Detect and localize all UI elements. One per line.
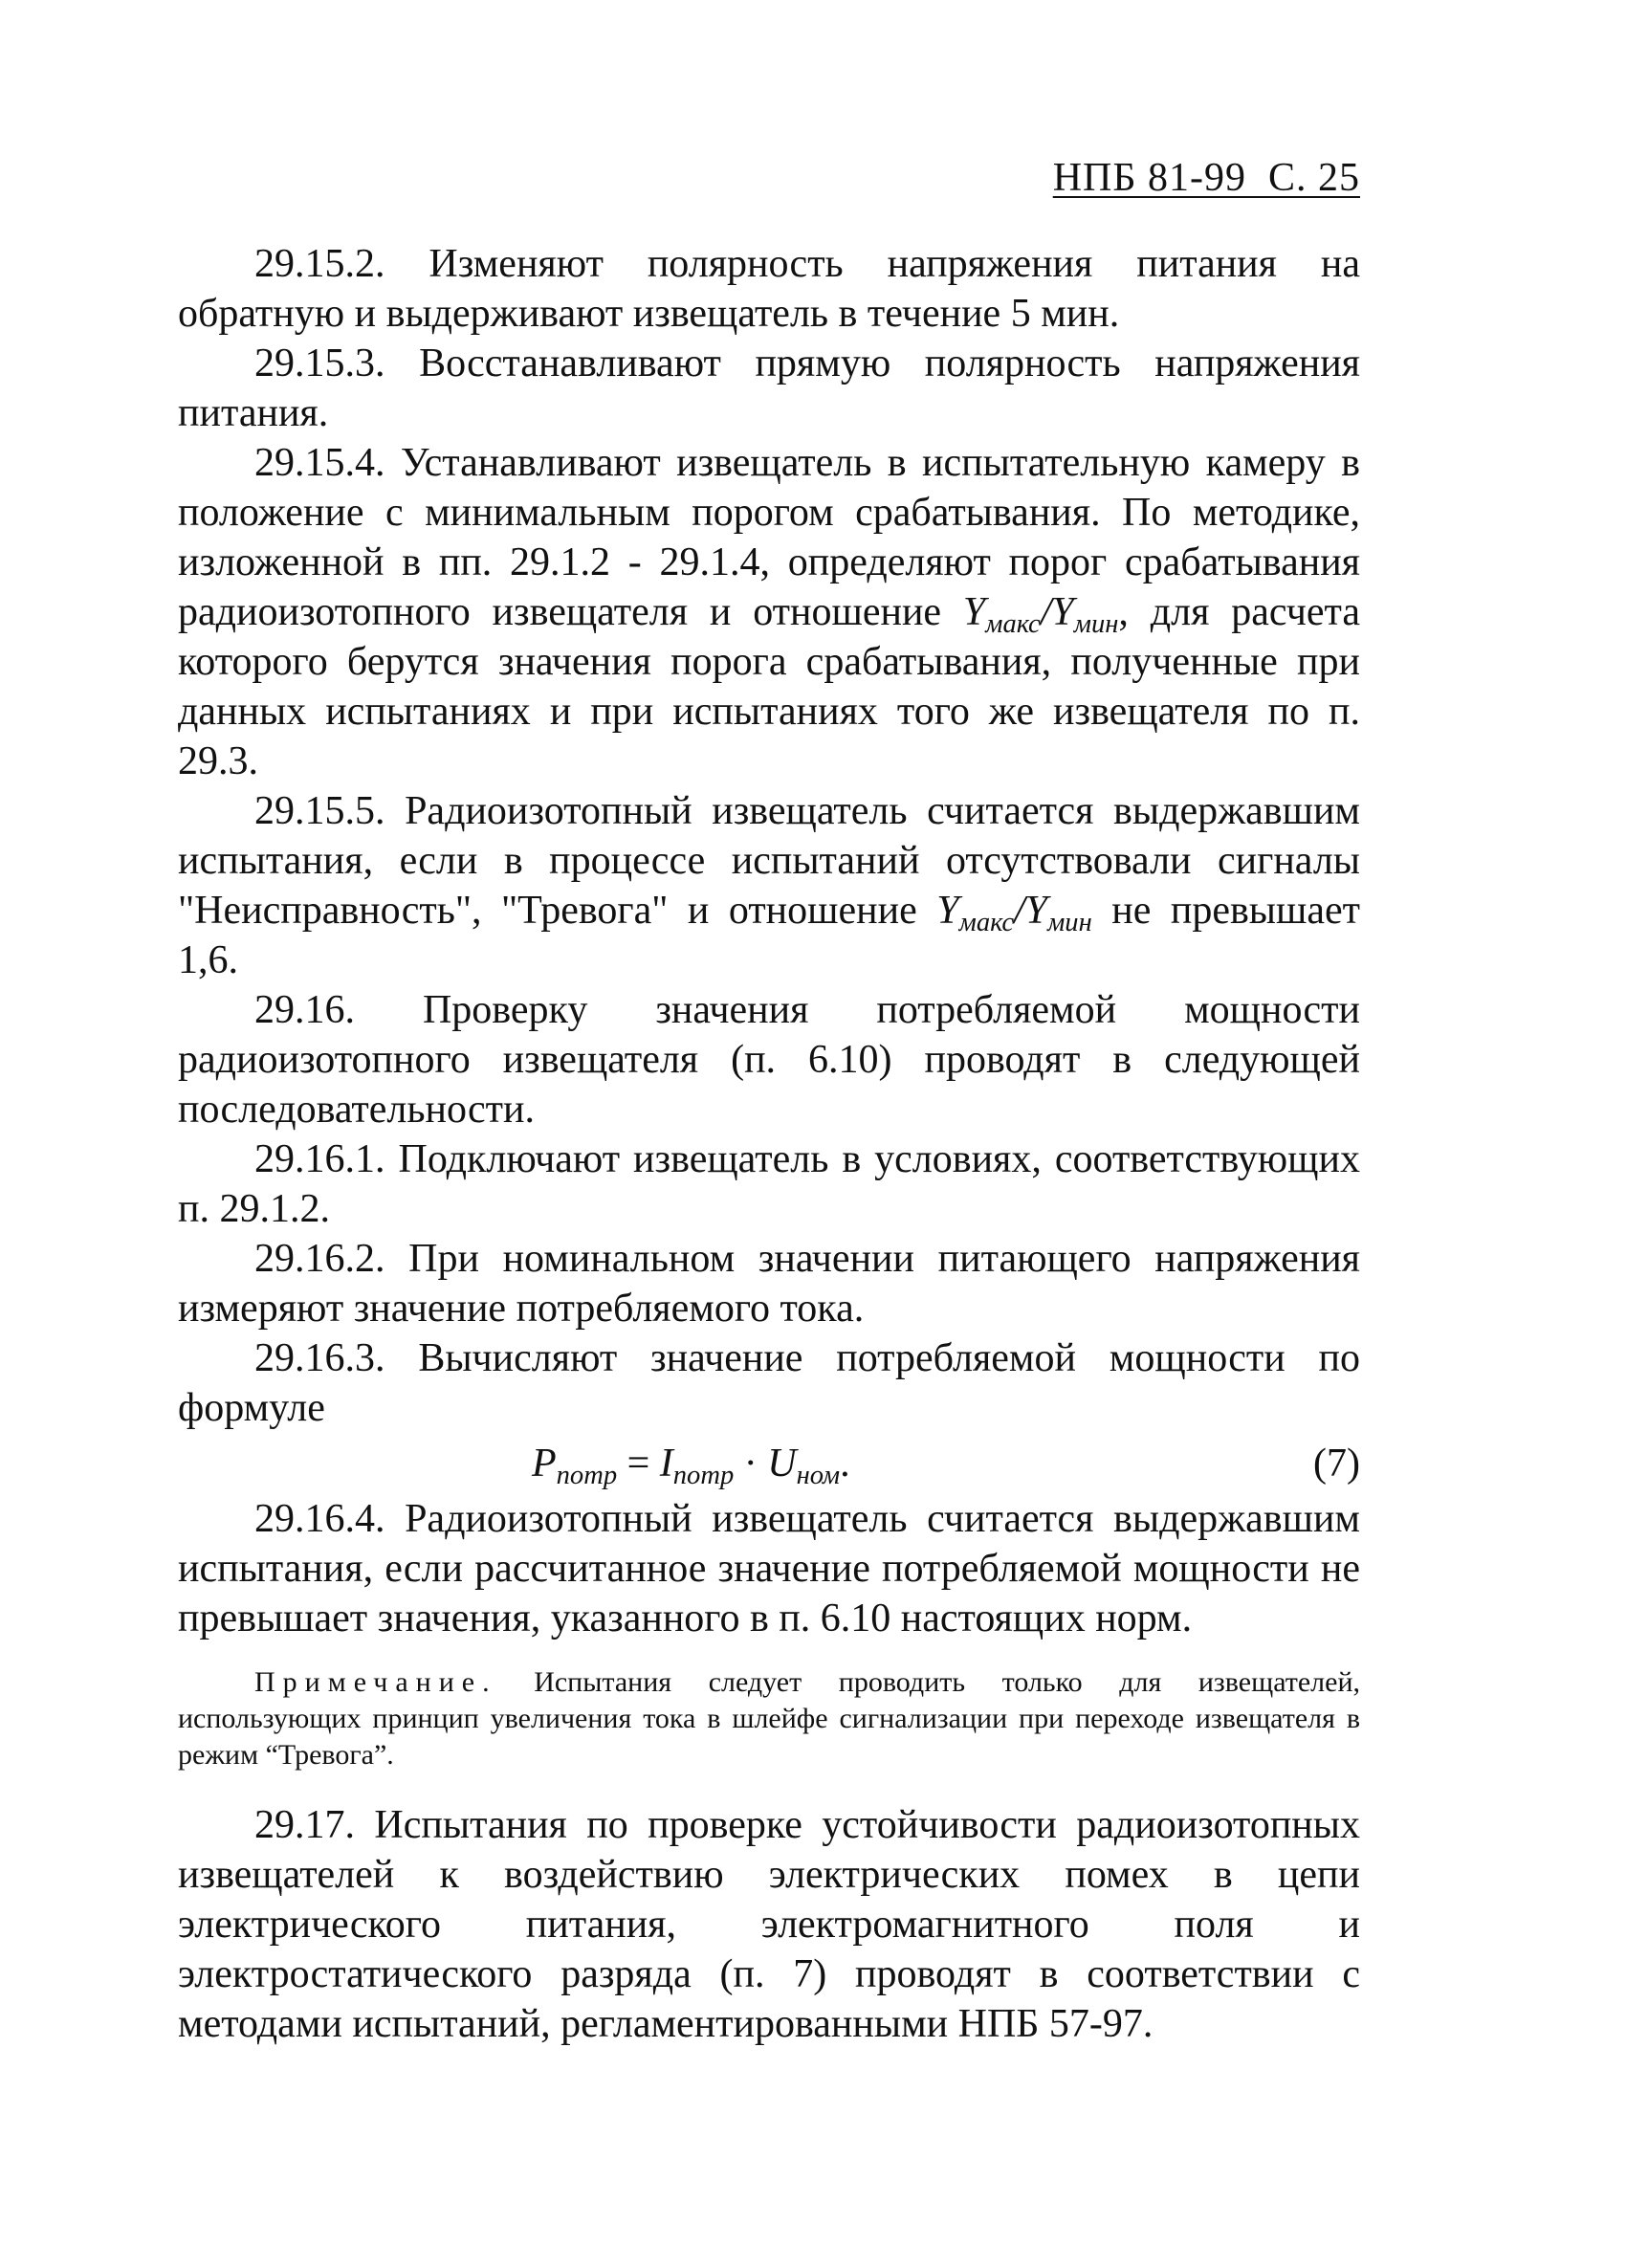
paragraph-text: 29.15.4. Устанавливают извещатель в испытательную камеру в положение с минимальным порогом срабатывания. По методике, изложенной в пп. 29.1.2 - 29.1.4, определяют порог срабатывания радиоизотопного извещателя и отношение <box>178 441 1360 634</box>
paragraph-29-16: 29.16. Проверку значения потребляемой мощности радиоизотопного извещателя (п. 6.10) проводят в следующей последовательности. <box>178 988 1360 1132</box>
formula-7 <box>178 1433 1360 1494</box>
ratio-expression: $Y_{макс}/Y_{мин}$ <box>962 590 1119 639</box>
page-number: С. 25 <box>1267 156 1360 200</box>
document-code: НПБ 81-99 <box>1052 156 1246 200</box>
paragraph-29-17: 29.17. Испытания по проверке устойчивости радиоизотопных извещателей к воздействию электрических помех в цепи электрического питания, электромагнитного поля и электростатического разряда (п. 7) проводят в соответствии с методами испытаний, регламентированными НПБ 57-97. <box>178 1803 1360 2046</box>
paragraph-29-15-4 <box>178 438 1360 786</box>
paragraph-29-15-2: 29.15.2. Изменяют полярность напряжения питания на обратную и выдерживают извещатель в течение 5 мин. <box>178 242 1360 336</box>
paragraph-text: не превышает 1,6. <box>178 889 1361 982</box>
note-text: Испытания следует проводить только для извещателей, использующих принцип увеличения тока в шлейфе сигнализации при переходе извещателя в режим “Тревога”. <box>178 1666 1360 1771</box>
paragraph-29-16-4: 29.16.4. Радиоизотопный извещатель считается выдержавшим испытания, если рассчитанное значение потребляемой мощности не превышает значения, указанного в п. 6.10 настоящих норм. <box>178 1497 1360 1640</box>
formula-expression: $P_{потр} = I_{потр} \cdot U_{ном}$. <box>532 1442 850 1490</box>
paragraph-text: , для расчета которого берутся значения порога срабатывания, полученные при данных испытаниях и при испытаниях того же извещателя по п. 29.3. <box>178 590 1360 783</box>
ratio-expression: $Y_{макс}/Y_{мин}$ <box>936 889 1092 937</box>
note <box>178 1664 1360 1773</box>
paragraph-29-15-5 <box>178 786 1360 985</box>
page-body <box>178 239 1360 2049</box>
paragraph-29-16-2: 29.16.2. При номинальном значении питающего напряжения измеряют значение потребляемого тока. <box>178 1237 1360 1331</box>
paragraph-29-16-3: 29.16.3. Вычисляют значение потребляемой мощности по формуле <box>178 1336 1360 1430</box>
formula-number: (7) <box>1313 1442 1360 1486</box>
paragraph-29-15-3: 29.15.3. Восстанавливают прямую полярность напряжения питания. <box>178 341 1360 435</box>
note-label: Примечание. <box>254 1666 497 1698</box>
paragraph-29-16-1: 29.16.1. Подключают извещатель в условиях, соответствующих п. 29.1.2. <box>178 1137 1360 1231</box>
paragraph-text: 29.15.5. Радиоизотопный извещатель считается выдержавшим испытания, если в процессе испытаний отсутствовали сигналы "Неисправность", "Тревога" и отношение <box>178 789 1360 933</box>
page-header <box>1053 155 1360 201</box>
